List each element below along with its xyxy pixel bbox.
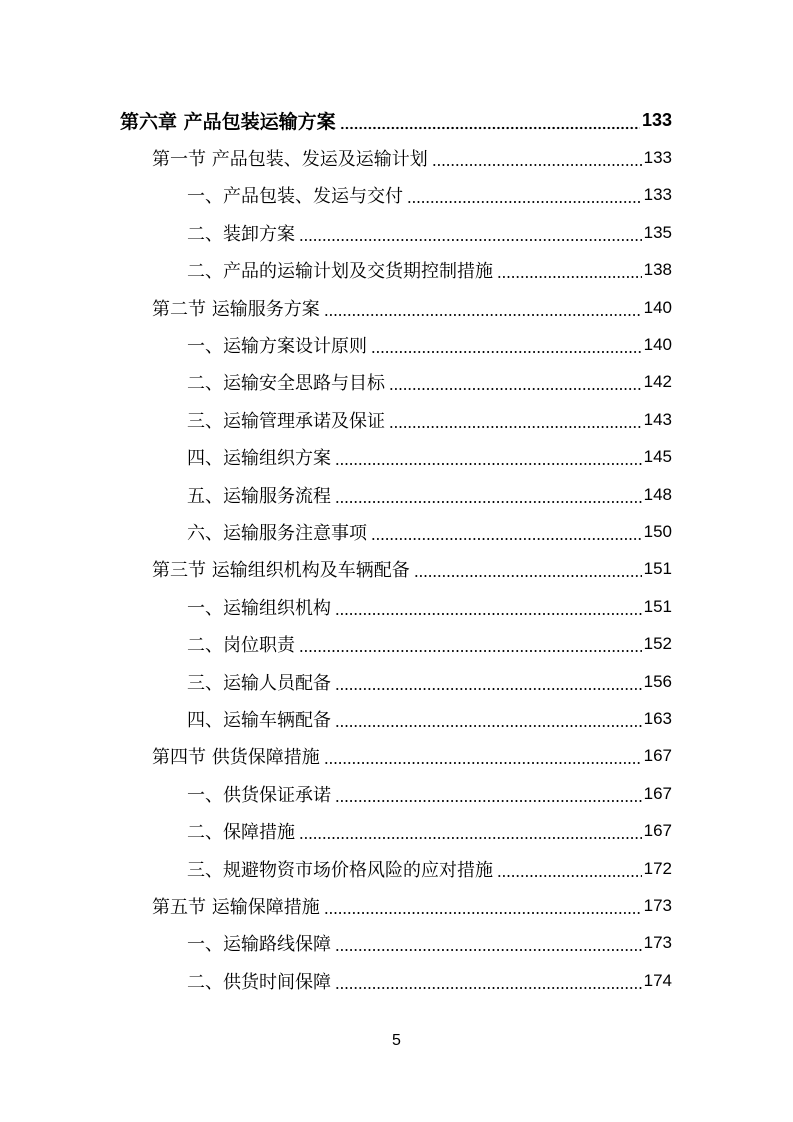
toc-entry-item[interactable]	[0, 850, 793, 887]
toc-entry-title: 三、运输人员配备	[187, 672, 331, 694]
toc-entry-section-5[interactable]	[0, 887, 793, 924]
toc-entry-title: 二、产品的运输计划及交货期控制措施	[187, 261, 493, 283]
toc-entry-page: 145	[643, 447, 672, 467]
toc-entry-title: 一、供货保证承诺	[187, 784, 331, 806]
toc-entry-page: 152	[643, 634, 672, 654]
toc-dot-leader	[340, 126, 640, 130]
toc-entry-page: 142	[643, 372, 672, 392]
toc-entry-item[interactable]	[0, 625, 793, 662]
toc-dot-leader	[335, 500, 642, 504]
toc-entry-item[interactable]	[0, 214, 793, 251]
toc-entry-item[interactable]	[0, 925, 793, 962]
toc-entry-page: 174	[643, 970, 672, 990]
toc-entry-section-4[interactable]	[0, 738, 793, 775]
toc-dot-leader	[432, 163, 642, 167]
toc-dot-leader	[389, 425, 642, 429]
toc-dot-leader	[299, 238, 642, 242]
toc-entry-item[interactable]	[0, 177, 793, 214]
toc-entry-section-2[interactable]	[0, 289, 793, 326]
toc-entry-title: 二、装卸方案	[187, 223, 295, 245]
toc-dot-leader	[335, 687, 642, 691]
toc-entry-page: 167	[643, 821, 672, 841]
toc-entry-page: 156	[643, 671, 672, 691]
toc-entry-title: 一、运输方案设计原则	[187, 336, 367, 358]
toc-entry-item[interactable]	[0, 439, 793, 476]
toc-dot-leader	[371, 537, 642, 541]
toc-entry-item[interactable]	[0, 588, 793, 625]
toc-entry-page: 150	[643, 521, 672, 541]
toc-dot-leader	[324, 313, 642, 317]
toc-entry-item[interactable]	[0, 513, 793, 550]
toc-entry-page: 151	[643, 559, 672, 579]
toc-entry-title: 第二节 运输服务方案	[152, 298, 320, 320]
toc-entry-item[interactable]	[0, 326, 793, 363]
table-of-contents	[0, 102, 793, 999]
toc-dot-leader	[371, 350, 642, 354]
toc-entry-page: 167	[643, 783, 672, 803]
toc-entry-page: 167	[643, 746, 672, 766]
toc-entry-title: 六、运输服务注意事项	[187, 522, 367, 544]
toc-entry-section-3[interactable]	[0, 551, 793, 588]
toc-entry-item[interactable]	[0, 364, 793, 401]
toc-entry-item[interactable]	[0, 476, 793, 513]
toc-dot-leader	[335, 986, 642, 990]
toc-entry-item[interactable]	[0, 252, 793, 289]
toc-dot-leader	[389, 387, 642, 391]
toc-entry-title: 二、供货时间保障	[187, 971, 331, 993]
toc-entry-page: 135	[643, 222, 672, 242]
toc-entry-title: 二、运输安全思路与目标	[187, 373, 385, 395]
toc-entry-title: 一、产品包装、发运与交付	[187, 186, 403, 208]
toc-entry-item[interactable]	[0, 401, 793, 438]
page-number: 5	[392, 1032, 401, 1049]
toc-dot-leader	[335, 612, 642, 616]
toc-dot-leader	[335, 799, 642, 803]
toc-dot-leader	[299, 836, 642, 840]
toc-dot-leader	[414, 574, 642, 578]
toc-entry-title: 第五节 运输保障措施	[152, 896, 320, 918]
toc-entry-page: 173	[643, 933, 672, 953]
toc-entry-title: 五、运输服务流程	[187, 485, 331, 507]
toc-entry-title: 一、运输路线保障	[187, 934, 331, 956]
toc-entry-title: 三、运输管理承诺及保证	[187, 410, 385, 432]
toc-entry-title: 第一节 产品包装、发运及运输计划	[152, 149, 428, 171]
toc-entry-title: 三、规避物资市场价格风险的应对措施	[187, 859, 493, 881]
toc-entry-title: 四、运输车辆配备	[187, 709, 331, 731]
toc-entry-section-1[interactable]	[0, 139, 793, 176]
toc-entry-title: 第四节 供货保障措施	[152, 747, 320, 769]
toc-dot-leader	[497, 874, 642, 878]
toc-entry-page: 172	[643, 858, 672, 878]
toc-entry-page: 138	[643, 260, 672, 280]
toc-entry-item[interactable]	[0, 700, 793, 737]
toc-entry-page: 148	[643, 484, 672, 504]
toc-entry-chapter-6[interactable]	[0, 102, 793, 139]
toc-entry-title: 第六章 产品包装运输方案	[120, 111, 336, 134]
toc-entry-title: 一、运输组织机构	[187, 597, 331, 619]
toc-dot-leader	[324, 761, 642, 765]
toc-dot-leader	[335, 724, 642, 728]
toc-entry-page: 163	[643, 708, 672, 728]
toc-entry-page: 140	[643, 297, 672, 317]
toc-entry-page: 133	[643, 148, 672, 168]
toc-dot-leader	[335, 462, 642, 466]
toc-entry-title: 四、运输组织方案	[187, 448, 331, 470]
toc-entry-title: 二、岗位职责	[187, 635, 295, 657]
toc-entry-title: 第三节 运输组织机构及车辆配备	[152, 560, 410, 582]
toc-entry-item[interactable]	[0, 663, 793, 700]
toc-entry-page: 143	[643, 409, 672, 429]
toc-dot-leader	[299, 649, 642, 653]
toc-entry-page: 173	[643, 895, 672, 915]
toc-dot-leader	[497, 275, 642, 279]
toc-entry-page: 133	[643, 185, 672, 205]
toc-entry-item[interactable]	[0, 812, 793, 849]
toc-entry-page: 151	[643, 596, 672, 616]
toc-dot-leader	[324, 911, 642, 915]
toc-entry-item[interactable]	[0, 962, 793, 999]
toc-entry-page: 133	[641, 110, 672, 131]
toc-entry-title: 二、保障措施	[187, 822, 295, 844]
toc-entry-page: 140	[643, 335, 672, 355]
toc-dot-leader	[407, 200, 642, 204]
toc-entry-item[interactable]	[0, 775, 793, 812]
toc-dot-leader	[335, 948, 642, 952]
